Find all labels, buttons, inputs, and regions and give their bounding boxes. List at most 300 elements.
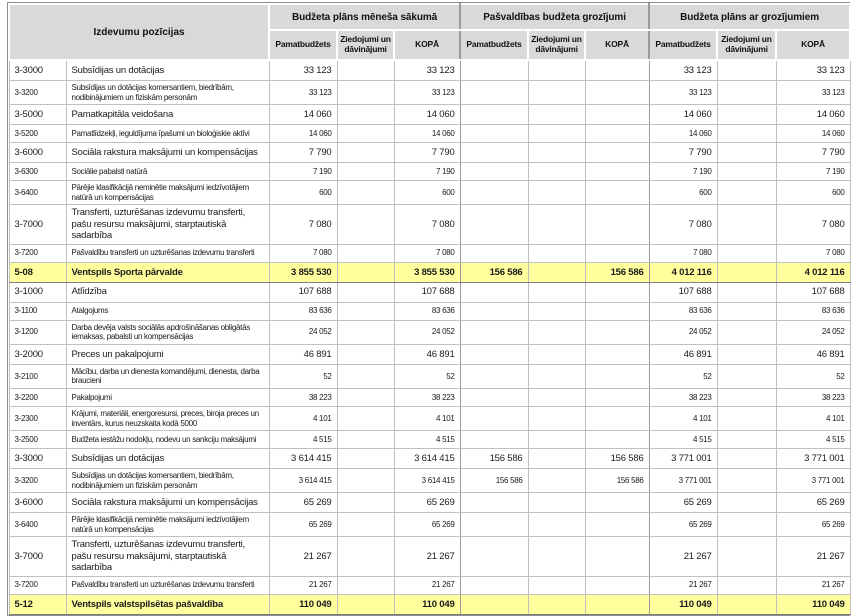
value-cell: 600 [649,181,717,205]
value-cell [585,60,649,81]
value-cell: 46 891 [269,344,337,364]
value-cell [528,449,585,469]
value-cell: 65 269 [269,513,337,537]
value-cell [528,344,585,364]
value-cell: 33 123 [394,81,460,105]
value-cell [460,244,528,262]
value-cell: 24 052 [269,320,337,344]
value-cell [528,364,585,388]
value-cell: 24 052 [394,320,460,344]
value-cell [717,205,776,244]
value-cell: 4 101 [776,406,850,430]
value-cell: 46 891 [394,344,460,364]
value-cell [528,388,585,406]
value-cell: 52 [776,364,850,388]
value-cell [528,105,585,125]
value-cell: 14 060 [394,125,460,143]
value-cell [717,406,776,430]
value-cell [460,143,528,163]
row-code-cell: 3-2100 [9,364,66,388]
value-cell: 3 614 415 [269,469,337,493]
value-cell: 7 080 [269,244,337,262]
row-name-cell: Atalgojums [66,302,269,320]
value-cell [717,344,776,364]
value-cell [717,244,776,262]
value-cell [337,262,394,282]
row-name-cell: Budžeta iestāžu nodokļu, nodevu un sankciju maksājumi [66,431,269,449]
row-name-cell: Pamatlīdzekļi, ieguldījuma īpašumi un bioloģiskie aktīvi [66,125,269,143]
value-cell [337,205,394,244]
value-cell [717,388,776,406]
value-cell: 65 269 [649,513,717,537]
value-cell: 3 771 001 [649,469,717,493]
expense-row [9,576,850,594]
value-cell [337,344,394,364]
value-cell: 7 790 [649,143,717,163]
value-cell [337,60,394,81]
value-cell: 110 049 [394,594,460,614]
expense-row [9,282,850,302]
value-cell: 600 [394,181,460,205]
value-cell [585,244,649,262]
value-cell [528,181,585,205]
value-cell [585,344,649,364]
value-cell: 24 052 [776,320,850,344]
expense-row [9,344,850,364]
row-name-cell: Sociāla rakstura maksājumi un kompensācijas [66,493,269,513]
summary-row [9,594,850,614]
value-cell [528,125,585,143]
value-cell: 3 771 001 [776,469,850,493]
value-cell: 156 586 [585,449,649,469]
value-cell [717,81,776,105]
value-cell [337,143,394,163]
value-cell: 7 790 [776,143,850,163]
value-cell: 7 790 [394,143,460,163]
value-cell: 3 771 001 [776,449,850,469]
value-cell [717,594,776,614]
expense-row [9,125,850,143]
row-code-cell: 3-6300 [9,163,66,181]
value-cell: 65 269 [776,513,850,537]
value-cell: 24 052 [649,320,717,344]
value-cell [528,576,585,594]
row-code-cell: 5-08 [9,262,66,282]
expense-row [9,493,850,513]
value-cell [585,594,649,614]
row-name-cell: Ventspils Sporta pārvalde [66,262,269,282]
row-name-cell: Sociālie pabalsti natūrā [66,163,269,181]
value-cell [337,513,394,537]
value-cell: 3 614 415 [394,449,460,469]
expense-row [9,302,850,320]
value-cell [460,302,528,320]
value-cell: 52 [649,364,717,388]
value-cell [337,576,394,594]
value-cell: 21 267 [649,576,717,594]
value-cell [460,431,528,449]
value-cell [337,449,394,469]
row-name-cell: Pārējie klasifikācijā neminētie maksājumi iedzīvotājiem natūrā un kompensācijas [66,181,269,205]
row-code-cell: 3-3000 [9,60,66,81]
value-cell: 21 267 [269,537,337,576]
value-cell [337,431,394,449]
value-cell: 14 060 [776,105,850,125]
value-cell [717,469,776,493]
value-cell [337,302,394,320]
value-cell [528,163,585,181]
group-header-municipality-amendments: Pašvaldības budžeta grozījumi [460,4,649,30]
value-cell [460,60,528,81]
expense-row [9,205,850,244]
subcolumn-header-kopa: KOPĀ [585,30,649,60]
value-cell: 65 269 [394,513,460,537]
value-cell [585,302,649,320]
value-cell: 21 267 [776,576,850,594]
value-cell [717,449,776,469]
value-cell [460,125,528,143]
budget-table-container [7,2,850,616]
value-cell: 83 636 [649,302,717,320]
value-cell [585,125,649,143]
value-cell: 46 891 [776,344,850,364]
value-cell [717,576,776,594]
value-cell: 33 123 [776,81,850,105]
value-cell [528,244,585,262]
budget-report-page [0,2,851,610]
value-cell: 14 060 [394,105,460,125]
row-name-cell: Pakalpojumi [66,388,269,406]
row-name-cell: Transferti, uzturēšanas izdevumu transferti, pašu resursu maksājumi, starptautiskā sadarbība [66,537,269,576]
row-name-cell: Pašvaldību transferti un uzturēšanas izdevumu transferti [66,244,269,262]
value-cell: 4 012 116 [649,262,717,282]
value-cell: 4 515 [269,431,337,449]
expense-row [9,181,850,205]
value-cell [585,163,649,181]
value-cell: 14 060 [649,125,717,143]
expense-row [9,81,850,105]
header-group-row [9,4,850,30]
value-cell: 33 123 [776,60,850,81]
subcolumn-header-ziedojumi: Ziedojumi un dāvinājumi [337,30,394,60]
value-cell: 3 771 001 [649,449,717,469]
value-cell: 4 101 [269,406,337,430]
column-header-expense-positions: Izdevumu pozīcijas [9,4,269,60]
value-cell [585,513,649,537]
value-cell [528,594,585,614]
value-cell [337,364,394,388]
value-cell: 83 636 [269,302,337,320]
value-cell [460,594,528,614]
value-cell [717,125,776,143]
row-name-cell: Subsīdijas un dotācijas komersantiem, biedrībām, nodibinājumiem un fiziskām personām [66,469,269,493]
value-cell [460,388,528,406]
value-cell [460,364,528,388]
value-cell [337,244,394,262]
value-cell [585,81,649,105]
value-cell: 156 586 [460,469,528,493]
value-cell [717,513,776,537]
row-name-cell: Subsīdijas un dotācijas komersantiem, biedrībām, nodibinājumiem un fiziskām personām [66,81,269,105]
table-header [9,4,850,60]
value-cell: 33 123 [649,60,717,81]
value-cell: 4 012 116 [776,262,850,282]
value-cell: 33 123 [269,81,337,105]
value-cell [337,320,394,344]
row-name-cell: Ventspils valstspilsētas pašvaldība [66,594,269,614]
value-cell: 7 080 [649,205,717,244]
value-cell [528,302,585,320]
value-cell: 33 123 [269,60,337,81]
value-cell: 7 190 [776,163,850,181]
value-cell: 65 269 [269,493,337,513]
value-cell [717,105,776,125]
row-code-cell: 3-7000 [9,537,66,576]
value-cell [528,60,585,81]
value-cell: 7 080 [776,244,850,262]
value-cell: 65 269 [776,493,850,513]
row-name-cell: Pašvaldību transferti un uzturēšanas izdevumu transferti [66,576,269,594]
group-header-plan-with-amendments: Budžeta plāns ar grozījumiem [649,4,850,30]
value-cell [460,406,528,430]
value-cell: 33 123 [649,81,717,105]
value-cell: 65 269 [649,493,717,513]
row-code-cell: 3-5200 [9,125,66,143]
row-name-cell: Sociāla rakstura maksājumi un kompensācijas [66,143,269,163]
value-cell [585,105,649,125]
value-cell [528,81,585,105]
value-cell: 4 515 [649,431,717,449]
row-name-cell: Pamatkapitāla veidošana [66,105,269,125]
row-code-cell: 3-3000 [9,449,66,469]
expense-row [9,431,850,449]
row-name-cell: Subsīdijas un dotācijas [66,60,269,81]
value-cell [717,181,776,205]
value-cell [717,60,776,81]
value-cell [585,576,649,594]
value-cell [337,105,394,125]
value-cell [528,469,585,493]
value-cell [585,205,649,244]
value-cell: 21 267 [394,537,460,576]
row-code-cell: 3-6000 [9,143,66,163]
subcolumn-header-ziedojumi: Ziedojumi un dāvinājumi [717,30,776,60]
value-cell [337,81,394,105]
value-cell [585,493,649,513]
summary-row [9,262,850,282]
row-code-cell: 3-5000 [9,105,66,125]
row-name-cell: Krājumi, materiāli, energoresursi, preces, biroja preces un inventārs, kurus neuzskaita kodā 5000 [66,406,269,430]
value-cell: 110 049 [269,594,337,614]
row-code-cell: 3-2000 [9,344,66,364]
value-cell: 4 101 [649,406,717,430]
value-cell: 110 049 [776,594,850,614]
row-code-cell: 3-6400 [9,513,66,537]
value-cell: 65 269 [394,493,460,513]
subcolumn-header-ziedojumi: Ziedojumi un dāvinājumi [528,30,585,60]
group-header-plan-month-start: Budžeta plāns mēneša sākumā [269,4,460,30]
value-cell [528,282,585,302]
value-cell [528,205,585,244]
expense-row [9,364,850,388]
value-cell: 107 688 [776,282,850,302]
value-cell: 21 267 [776,537,850,576]
budget-table [8,3,851,615]
subcolumn-header-kopa: KOPĀ [394,30,460,60]
value-cell: 21 267 [649,537,717,576]
expense-row [9,449,850,469]
row-name-cell: Darba devēja valsts sociālās apdrošināšanas obligātās iemaksas, pabalsti un kompensācijas [66,320,269,344]
value-cell: 156 586 [585,469,649,493]
value-cell [528,320,585,344]
value-cell [528,143,585,163]
value-cell [337,163,394,181]
value-cell [460,205,528,244]
value-cell [585,537,649,576]
value-cell [717,320,776,344]
value-cell [585,431,649,449]
row-code-cell: 3-6000 [9,493,66,513]
expense-row [9,513,850,537]
value-cell [337,388,394,406]
value-cell [460,576,528,594]
row-name-cell: Preces un pakalpojumi [66,344,269,364]
value-cell: 7 190 [394,163,460,181]
value-cell [585,181,649,205]
value-cell: 46 891 [649,344,717,364]
value-cell [337,181,394,205]
value-cell: 600 [776,181,850,205]
expense-row [9,320,850,344]
value-cell: 156 586 [460,262,528,282]
value-cell [585,282,649,302]
value-cell [585,320,649,344]
value-cell: 83 636 [394,302,460,320]
value-cell: 14 060 [776,125,850,143]
row-code-cell: 3-7200 [9,244,66,262]
row-code-cell: 3-2300 [9,406,66,430]
row-code-cell: 5-12 [9,594,66,614]
value-cell [528,513,585,537]
expense-row [9,469,850,493]
subcolumn-header-kopa: KOPĀ [776,30,850,60]
value-cell: 33 123 [394,60,460,81]
value-cell: 107 688 [649,282,717,302]
value-cell [585,406,649,430]
value-cell: 4 515 [394,431,460,449]
row-code-cell: 3-3200 [9,469,66,493]
row-name-cell: Transferti, uzturēšanas izdevumu transferti, pašu resursu maksājumi, starptautiskā sadarbība [66,205,269,244]
value-cell [460,537,528,576]
subcolumn-header-pamatbudzets: Pamatbudžets [269,30,337,60]
value-cell [337,493,394,513]
value-cell [717,163,776,181]
value-cell: 7 080 [394,205,460,244]
value-cell [585,364,649,388]
value-cell [337,469,394,493]
expense-row [9,105,850,125]
row-code-cell: 3-1000 [9,282,66,302]
value-cell: 14 060 [269,105,337,125]
value-cell [337,406,394,430]
value-cell: 7 080 [649,244,717,262]
value-cell: 21 267 [394,576,460,594]
row-name-cell: Mācību, darba un dienesta komandējumi, dienesta, darba braucieni [66,364,269,388]
expense-row [9,406,850,430]
value-cell: 52 [269,364,337,388]
value-cell: 14 060 [649,105,717,125]
subcolumn-header-pamatbudzets: Pamatbudžets [460,30,528,60]
value-cell: 107 688 [269,282,337,302]
value-cell: 156 586 [460,449,528,469]
row-code-cell: 3-2500 [9,431,66,449]
value-cell [337,282,394,302]
value-cell [717,262,776,282]
value-cell: 3 614 415 [269,449,337,469]
value-cell: 4 515 [776,431,850,449]
value-cell [460,513,528,537]
value-cell [460,81,528,105]
row-code-cell: 3-3200 [9,81,66,105]
value-cell: 3 855 530 [269,262,337,282]
table-body [9,60,850,614]
expense-row [9,244,850,262]
value-cell: 14 060 [269,125,337,143]
value-cell [460,493,528,513]
value-cell: 83 636 [776,302,850,320]
value-cell [717,537,776,576]
value-cell [717,493,776,513]
row-code-cell: 3-2200 [9,388,66,406]
value-cell [585,388,649,406]
value-cell [528,431,585,449]
expense-row [9,143,850,163]
value-cell: 7 790 [269,143,337,163]
value-cell: 107 688 [394,282,460,302]
value-cell: 7 190 [649,163,717,181]
value-cell [528,493,585,513]
expense-row [9,388,850,406]
value-cell [337,594,394,614]
row-code-cell: 3-1100 [9,302,66,320]
value-cell [528,262,585,282]
value-cell: 600 [269,181,337,205]
row-code-cell: 3-7000 [9,205,66,244]
expense-row [9,163,850,181]
value-cell: 38 223 [649,388,717,406]
value-cell [717,143,776,163]
value-cell [460,282,528,302]
value-cell: 38 223 [776,388,850,406]
row-code-cell: 3-7200 [9,576,66,594]
value-cell: 3 855 530 [394,262,460,282]
value-cell: 110 049 [649,594,717,614]
value-cell [717,431,776,449]
value-cell [528,537,585,576]
subcolumn-header-pamatbudzets: Pamatbudžets [649,30,717,60]
value-cell [717,364,776,388]
value-cell [460,105,528,125]
value-cell [337,125,394,143]
value-cell [528,406,585,430]
value-cell [460,181,528,205]
value-cell: 38 223 [394,388,460,406]
value-cell [460,163,528,181]
expense-row [9,60,850,81]
value-cell: 156 586 [585,262,649,282]
row-name-cell: Subsīdijas un dotācijas [66,449,269,469]
value-cell [585,143,649,163]
